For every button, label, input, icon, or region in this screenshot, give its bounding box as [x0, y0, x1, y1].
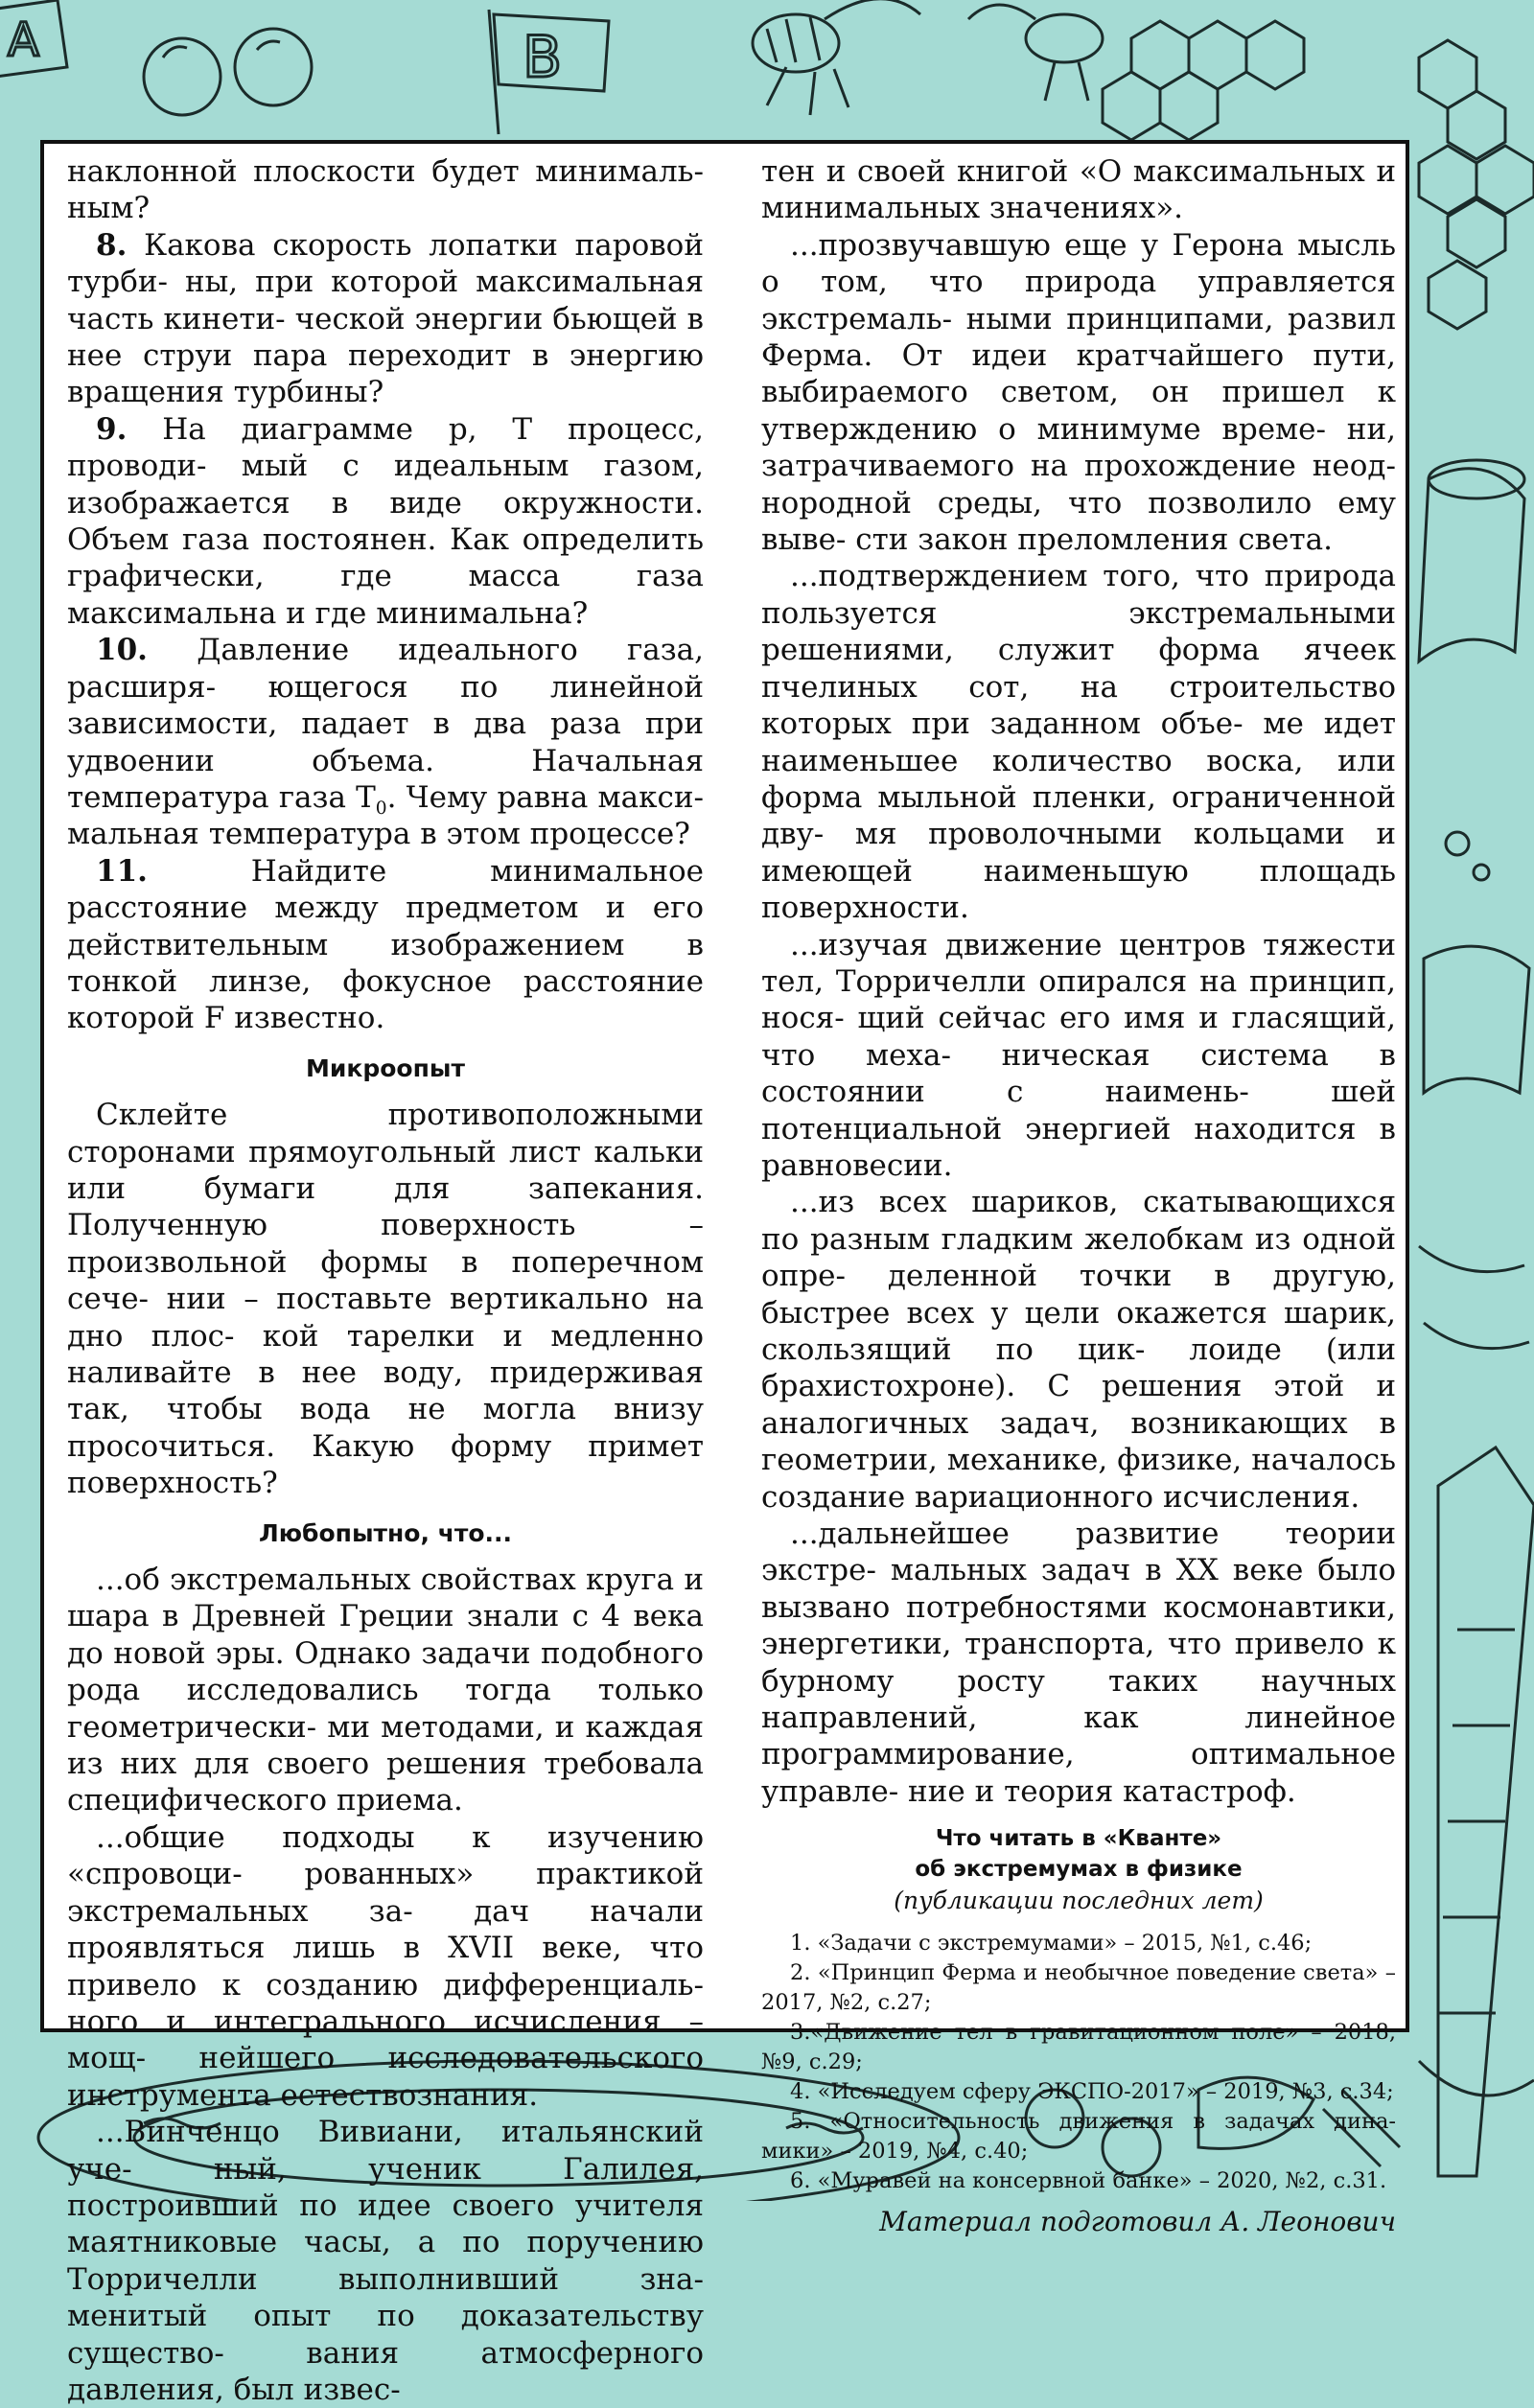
paragraph: Склейте противоположными сторонами прямоугольный лист кальки или бумаги для запекания. Полученную поверхность – произвольной формы в поперечном сече- нии – поставьте вертикально на дно плос- кой тарелки и медленно наливайте в нее воду, придерживая так, чтобы вода не могла внизу просочиться. Какую форму примет поверхность? [67, 1098, 704, 1501]
problem-text: . Чему равна макси- мальная температура в этом процессе? [67, 779, 705, 852]
problem-number: 8. [96, 227, 128, 263]
letter-a-box-icon [0, 0, 67, 77]
bee-icon [968, 5, 1103, 101]
reference-item: 4. «Исследуем сферу ЭКСПО-2017» – 2019, №3, с.34; [790, 2079, 1394, 2105]
references-title-line: об экстремумах в физике [915, 1857, 1243, 1883]
problem-text: Найдите минимальное расстояние между предметом и его действительным изображением в тонкой линзе, фокусное расстояние которой F известно. [67, 853, 704, 1036]
left-column [67, 153, 704, 2408]
flag-b-icon [489, 10, 609, 134]
subscript: 0 [375, 799, 387, 820]
problem-text: Давление идеального газа, расширя- ющегося по линейной зависимости, падает в два раза при удвоении объема. Начальная температура газа T [67, 633, 704, 815]
paragraph: ...Винченцо Вивиани, итальянский уче- ный, ученик Галилея, построивший по идее своего учителя маятниковые часы, а по поручению Торричелли выполнивший зна- менитый опыт по доказательству существо- вания атмосферного давления, был извес- [67, 2115, 704, 2407]
reference-item: 6. «Муравей на консервной банке» – 2020, №2, с.31. [790, 2168, 1387, 2194]
problem-10 [67, 632, 704, 852]
references-title [761, 1823, 1396, 1885]
article-page [40, 140, 1409, 2407]
references-title-line: Что читать в «Кванте» [935, 1826, 1222, 1852]
soap-film-sketch-icon [1419, 460, 1529, 1349]
reference-item: 2. «Принцип Ферма и необычное поведение света» – 2017, №2, с.27; [761, 1960, 1396, 2016]
problem-number: 10. [96, 633, 148, 668]
problem-9 [67, 411, 704, 632]
letter-b: B [523, 24, 563, 91]
paragraph: ...изучая движение центров тяжести тел, Торричелли опирался на принцип, нося- щий сейчас его имя и гласящий, что меха- ническая система в состоянии с наимень- шей потенциальной энергией находится в равновесии. [761, 927, 1396, 1183]
problem-text: Какова скорость лопатки паровой турби- ны, при которой максимальная часть кинети- ческой энергии бьющей в нее струи пара переходит в энергию вращения турбины? [67, 227, 705, 410]
paragraph: ...дальнейшее развитие теории экстре- мальных задач в XX веке было вызвано потребностями космонавтики, энергетики, транспорта, что привело к бурному росту таких научных направлений, как линейное программирование, оптимальное управле- ние и теория катастроф. [761, 1517, 1396, 1809]
problem-number: 9. [96, 411, 128, 447]
references-list [761, 1929, 1396, 2196]
problem-text: На диаграмме p, T процесс, проводи- мый с идеальным газом, изображается в виде окружности. Объем газа постоянен. Как определить графически, где масса газа максимальна и где минимальна? [67, 411, 704, 631]
rocket-icon [1419, 1447, 1534, 2176]
reference-item: 3.«Движение тел в гравитационном поле» – 2018, №9, с.29; [761, 2020, 1396, 2075]
balls-icon [144, 29, 312, 115]
paragraph: ...из всех шариков, скатывающихся по разным гладким желобкам из одной опре- деленной точки в другую, быстрее всех у цели окажется шарик, скользящий по цик- лоиде (или брахистохроне). С решения этой и аналогичных задач, возникающих в геометрии, механике, физике, началось создание вариационного исчисления. [761, 1185, 1396, 1515]
paragraph: ...общие подходы к изучению «спровоци- рованных» практикой экстремальных за- дач начали проявляться лишь в XVII веке, что привело к созданию дифференциаль- ного и интегрального исчисления – мощ- нейшего исследовательского инструмента естествознания. [67, 1819, 704, 2113]
section-heading-microexperiment: Микроопыт [306, 1054, 465, 1082]
problem-11 [67, 853, 704, 1037]
paragraph: наклонной плоскости будет минималь- ным? [67, 154, 704, 226]
problem-number: 11. [96, 853, 148, 889]
right-column [761, 153, 1396, 2240]
paragraph: ...прозвучавшую еще у Герона мысль о том, что природа управляется экстремаль- ными принципами, развил Ферма. От идеи кратчайшего пути, выбираемого светом, он пришел к утверждению о минимуме време- ни, затрачиваемого на прохождение неод- нородной среды, что позволило ему выве- сти закон преломления света. [761, 227, 1396, 558]
reference-item: 1. «Задачи с экстремумами» – 2015, №1, с.46; [790, 1931, 1313, 1956]
author-signature: Материал подготовил А. Леонович [879, 2206, 1396, 2238]
paragraph: ...об экстремальных свойствах круга и шара в Древней Греции знали с 4 века до новой эры. Однако задачи подобного рода исследовались тогда только геометрически- ми методами, и каждая из них для своего решения требовала специфического приема. [67, 1563, 704, 1818]
paragraph: ...подтверждением того, что природа пользуется экстремальными решениями, служит форма ячеек пчелиных сот, на строительство которых при заданном объе- ме идет наименьшее количество воска, или форма мыльной пленки, ограниченной дву- мя проволочными кольцами и имеющей наименьшую площадь поверхности. [761, 559, 1396, 926]
letter-a: A [8, 13, 39, 67]
section-heading-curious: Любопытно, что... [258, 1518, 513, 1547]
references-subtitle: (публикации последних лет) [894, 1887, 1264, 1915]
problem-8 [67, 227, 704, 411]
paragraph: тен и своей книгой «О максимальных и минимальных значениях». [761, 154, 1396, 226]
reference-item: 5. «Относительность движения в задачах дина- мики» – 2019, №4, с.40; [761, 2109, 1396, 2165]
bee-icon [753, 0, 920, 115]
